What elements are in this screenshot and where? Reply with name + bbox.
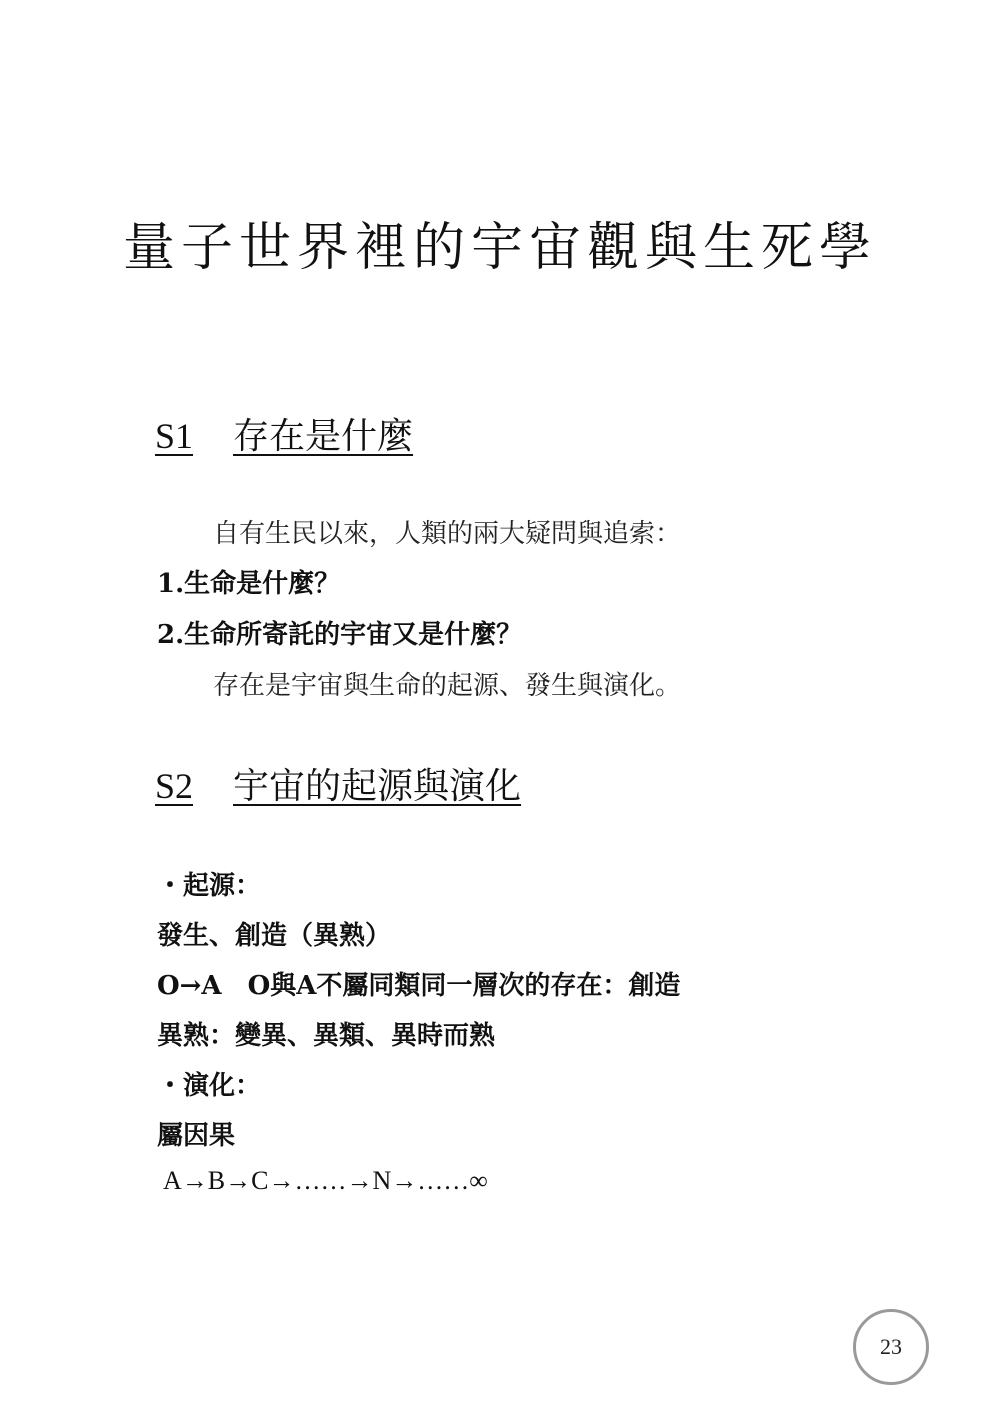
paragraph-conclusion: 存在是宇宙與生命的起源、發生與演化。: [213, 671, 682, 701]
evolution-line-1: 屬因果: [157, 1121, 236, 1151]
page-number: 23: [880, 1334, 902, 1359]
section-number: S1: [155, 416, 194, 456]
origin-label: ・起源：: [157, 871, 262, 901]
section-number: S2: [155, 766, 194, 806]
evolution-label: ・演化：: [157, 1071, 262, 1101]
origin-line-1: 發生、創造（異熟）: [157, 921, 392, 951]
section-heading-s1: [155, 408, 413, 459]
origin-line-2: O→A O與A不屬同類同一層次的存在：創造: [157, 971, 681, 1001]
section-heading-s2: [155, 758, 521, 809]
causal-sequence: A→B→C→……→N→……∞: [163, 1166, 488, 1195]
section-title: 宇宙的起源與演化: [233, 766, 522, 807]
question-1: 1.生命是什麼？: [157, 569, 341, 599]
paragraph-intro: 自有生民以來，人類的兩大疑問與追索：: [213, 519, 682, 549]
page-title: 量子世界裡的宇宙觀與生死學: [122, 218, 877, 278]
origin-line-3: 異熟：變異、異類、異時而熟: [157, 1021, 496, 1051]
page-number-badge: [853, 1309, 929, 1385]
question-2: 2.生命所寄託的宇宙又是什麼？: [157, 620, 523, 650]
section-title: 存在是什麼: [233, 416, 414, 457]
